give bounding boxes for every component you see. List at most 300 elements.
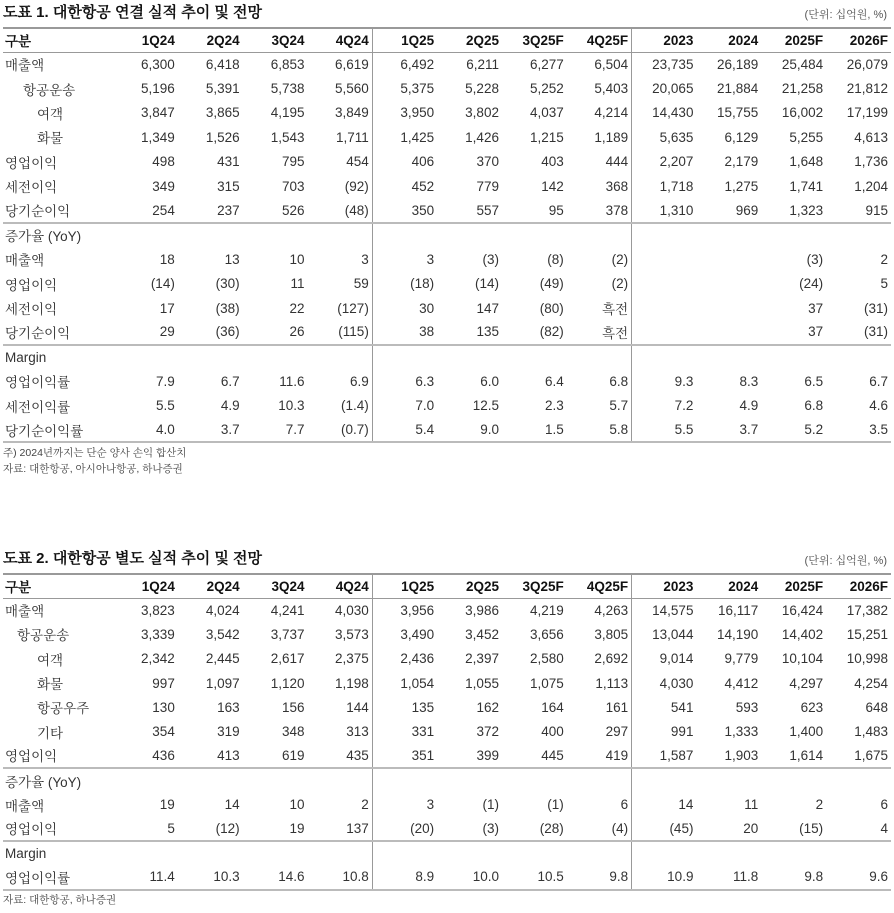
table-cell: (31) [863, 324, 888, 340]
table1-block [3, 1, 891, 477]
table-cell: 11.6 [279, 373, 305, 389]
table-cell: 623 [800, 699, 824, 715]
table-cell: (3) [482, 820, 499, 836]
table2-unit: (단위: 십억원, %) [804, 555, 887, 567]
empty-cell [567, 841, 632, 865]
table-cell: 4,254 [854, 675, 888, 691]
table-cell: 21,258 [781, 81, 824, 97]
table-cell: 1,275 [724, 178, 759, 194]
row-label: 매출액 [5, 58, 45, 74]
row-label: 당기순이익률 [3, 418, 113, 442]
table-cell: 399 [476, 747, 499, 763]
table-cell: 16,117 [717, 602, 759, 618]
table-cell: (1) [482, 797, 499, 813]
table1-title [3, 1, 891, 25]
table-cell: 6,853 [270, 56, 305, 72]
empty-cell [437, 841, 502, 865]
empty-cell [113, 223, 178, 247]
table-cell: 1,189 [567, 125, 632, 149]
table-cell: (14) [150, 276, 175, 292]
table-cell: 4.9 [739, 398, 759, 414]
table-cell: 20 [743, 820, 759, 836]
table-cell: 16,424 [781, 602, 824, 618]
header-row [3, 574, 891, 598]
table-cell: 4,412 [724, 675, 759, 691]
empty-cell [372, 768, 437, 792]
table-cell: 3 [426, 251, 435, 267]
table-cell [632, 272, 697, 296]
empty-cell [243, 345, 308, 369]
table-cell: 444 [567, 150, 632, 174]
section-header: Margin [3, 841, 113, 865]
table1-consolidated-earnings [3, 27, 891, 443]
table-cell: 164 [541, 699, 564, 715]
empty-cell [826, 768, 891, 792]
table-cell: 498 [152, 154, 175, 170]
table-row [3, 622, 891, 646]
table-cell: 137 [307, 817, 372, 841]
table-cell: 17,382 [846, 602, 888, 618]
table-cell: 5 [880, 276, 888, 292]
table-cell: 1,648 [789, 154, 824, 170]
table-cell: 795 [281, 154, 305, 170]
table-cell: 4,219 [530, 602, 564, 618]
table-cell: (14) [474, 276, 499, 292]
table-cell: 9,779 [724, 651, 759, 667]
empty-cell [178, 768, 243, 792]
table-cell: 130 [152, 699, 175, 715]
table-cell: (12) [215, 820, 240, 836]
table-cell: 6.5 [804, 373, 824, 389]
table-cell: 3,805 [567, 622, 632, 646]
table-cell: 1,075 [530, 675, 564, 691]
empty-cell [437, 345, 502, 369]
table-cell: 10,998 [846, 651, 888, 667]
table-cell: 5 [167, 820, 175, 836]
row-label: 매출액 [5, 798, 45, 814]
row-label: 영업이익 [5, 749, 58, 765]
table-cell: 6,300 [141, 56, 175, 72]
table-cell: 3 [307, 247, 372, 271]
table-cell: 1,097 [205, 675, 240, 691]
column-header: 2Q25 [437, 28, 502, 52]
table-cell: 452 [411, 178, 435, 194]
table-cell: 6.4 [545, 373, 564, 389]
table-cell: 25,484 [781, 56, 824, 72]
table-cell: (82) [539, 324, 564, 340]
table-cell: 16,002 [781, 105, 824, 121]
table-cell: 3,542 [205, 626, 240, 642]
table-cell: 3.5 [826, 418, 891, 442]
table2-title [3, 547, 891, 571]
column-header: 3Q25F [502, 28, 567, 52]
table-cell: 135 [411, 699, 435, 715]
column-header: 2026F [826, 574, 891, 598]
table-cell: 1,120 [270, 675, 305, 691]
row-label: 영업이익률 [3, 865, 113, 889]
table-cell: 1,543 [270, 129, 305, 145]
table-cell: 21,812 [846, 81, 888, 97]
table-cell: 9.6 [826, 865, 891, 889]
table-cell: 3,849 [307, 101, 372, 125]
row-label: 세전이익 [5, 180, 58, 196]
table-row [3, 150, 891, 174]
table-cell: 10 [289, 251, 305, 267]
table-cell: 6.3 [415, 373, 435, 389]
table-cell: 6.8 [804, 398, 824, 414]
table-cell: 4,195 [270, 105, 305, 121]
row-label: 당기순이익 [5, 204, 71, 220]
empty-cell [696, 345, 761, 369]
column-header: 3Q25F [502, 574, 567, 598]
table-cell: 13,044 [652, 626, 694, 642]
table-cell: 5,635 [659, 129, 694, 145]
empty-cell [113, 345, 178, 369]
table-cell: 9.0 [437, 418, 502, 442]
row-label: 여객 [37, 106, 64, 122]
table-cell: 7.7 [243, 418, 308, 442]
table2-block [3, 547, 891, 908]
empty-cell [826, 223, 891, 247]
table-cell: 14.6 [243, 865, 308, 889]
empty-cell [502, 768, 567, 792]
table-cell: (31) [863, 300, 888, 316]
table-cell: (20) [410, 820, 435, 836]
table-cell: 14,402 [781, 626, 824, 642]
table-cell: 331 [411, 724, 435, 740]
table1-unit: (단위: 십억원, %) [804, 9, 887, 21]
table-cell: 5.4 [372, 418, 437, 442]
table-cell: 3 [426, 797, 435, 813]
table-cell: 95 [548, 202, 564, 218]
table-cell: 703 [281, 178, 305, 194]
column-header: 2024 [696, 28, 761, 52]
table-cell: 4,241 [270, 602, 305, 618]
table-cell: 9.8 [567, 865, 632, 889]
table-cell: 135 [476, 324, 499, 340]
table-cell: 30 [419, 300, 435, 316]
section-header-row [3, 345, 891, 369]
table-cell: (0.7) [307, 418, 372, 442]
table-cell: 3.7 [696, 418, 761, 442]
table-cell: 5.7 [567, 393, 632, 417]
table-cell: 4.9 [220, 398, 240, 414]
table-cell: 1,718 [659, 178, 694, 194]
table-cell: 1,526 [205, 129, 240, 145]
column-header: 2026F [826, 28, 891, 52]
empty-cell [437, 223, 502, 247]
table-cell: 14,430 [652, 105, 694, 121]
table1-title-text: 도표 1. 대한항공 연결 실적 추이 및 전망 [3, 4, 263, 21]
table-cell [632, 296, 697, 320]
row-label: 항공운송 [23, 82, 76, 98]
table-cell: 11 [290, 276, 305, 292]
table-cell: 3.7 [178, 418, 243, 442]
empty-cell [307, 345, 372, 369]
row-label: 여객 [37, 652, 64, 668]
table-row [3, 174, 891, 198]
table-row [3, 418, 891, 442]
table-cell: 59 [307, 272, 372, 296]
table-cell: 10 [289, 797, 305, 813]
table-cell: 6 [880, 797, 888, 813]
row-label: 항공우주 [37, 701, 90, 717]
table-cell: 372 [476, 724, 499, 740]
table-cell: 5.5 [156, 398, 175, 414]
table-cell: 19 [289, 820, 305, 836]
table-cell: 147 [476, 300, 499, 316]
table-cell: 4,024 [205, 602, 240, 618]
table-cell [696, 247, 761, 271]
table-cell: 6,619 [307, 52, 372, 76]
table-cell: 5,255 [789, 129, 824, 145]
table-cell: 3,956 [400, 602, 435, 618]
table-cell: 10.0 [437, 865, 502, 889]
column-header: 4Q25F [567, 28, 632, 52]
table-cell: (1.4) [307, 393, 372, 417]
table-cell: 9.8 [761, 865, 826, 889]
empty-cell [761, 841, 826, 865]
table-cell: 5.5 [632, 418, 697, 442]
table2-notes [3, 892, 891, 908]
table-cell: 997 [152, 675, 175, 691]
table-cell: 1,215 [530, 129, 564, 145]
table-cell: 1,204 [854, 178, 888, 194]
table-cell: 6.7 [220, 373, 240, 389]
table-cell: 11 [744, 797, 759, 813]
table-cell: 22 [289, 300, 305, 316]
table-cell: 779 [476, 178, 499, 194]
table-row [3, 695, 891, 719]
table-cell: 6.0 [480, 373, 499, 389]
table-cell: 315 [217, 178, 240, 194]
table-cell: 29 [159, 324, 175, 340]
header-row [3, 28, 891, 52]
table-cell: 1,741 [789, 178, 824, 194]
column-header: 1Q24 [113, 28, 178, 52]
section-header-row [3, 841, 891, 865]
table-cell: 2,445 [205, 651, 240, 667]
table-cell: 2,179 [724, 154, 759, 170]
table-cell: 3,490 [400, 626, 435, 642]
table-cell: 5,560 [307, 76, 372, 100]
table-cell: 2,207 [659, 154, 694, 170]
table-cell: 5,196 [141, 81, 175, 97]
table-cell: 541 [670, 699, 694, 715]
table-cell: 4,030 [307, 598, 372, 622]
table-cell: 5.8 [567, 418, 632, 442]
table-cell: (127) [307, 296, 372, 320]
table-cell: 1,400 [789, 724, 824, 740]
section-header-row [3, 223, 891, 247]
column-header: 2Q25 [437, 574, 502, 598]
table-cell: (24) [799, 276, 824, 292]
table-cell: 313 [307, 719, 372, 743]
footnote: 자료: 대한항공, 하나증권 [3, 893, 117, 906]
table-cell: 14 [678, 797, 694, 813]
table-cell: 237 [217, 202, 240, 218]
table-cell: 5,228 [465, 81, 499, 97]
table-cell: (1) [547, 797, 564, 813]
table-cell: 593 [735, 699, 759, 715]
table-cell: 3,339 [141, 626, 175, 642]
table-cell: 2,580 [530, 651, 564, 667]
table-cell: 161 [567, 695, 632, 719]
table-cell: 10.9 [632, 865, 697, 889]
table-cell: 2 [815, 797, 824, 813]
table-cell: (3) [806, 251, 824, 267]
table-cell: (45) [669, 820, 694, 836]
table-cell: (15) [799, 820, 824, 836]
table-cell: 350 [411, 202, 435, 218]
column-header: 2Q24 [178, 28, 243, 52]
table-cell: 3,656 [530, 626, 564, 642]
table-row [3, 393, 891, 417]
column-header: 1Q25 [372, 574, 437, 598]
table-cell: 3,802 [465, 105, 499, 121]
row-label: 영업이익 [5, 822, 58, 838]
table-cell: (2) [567, 272, 632, 296]
table-cell: (28) [539, 820, 564, 836]
table-cell: 254 [152, 202, 175, 218]
table-cell: 37 [808, 324, 824, 340]
table-cell: 10.3 [278, 398, 305, 414]
empty-cell [307, 841, 372, 865]
section-header-row [3, 768, 891, 792]
table1-notes [3, 445, 891, 477]
table-row [3, 719, 891, 743]
table-cell: (3) [482, 251, 499, 267]
table-cell: 413 [217, 747, 240, 763]
table-cell: 4,297 [789, 675, 824, 691]
table-cell: (38) [215, 300, 240, 316]
empty-cell [761, 768, 826, 792]
table-cell: 6,492 [400, 56, 435, 72]
table-cell: (36) [215, 324, 240, 340]
column-header: 4Q24 [307, 574, 372, 598]
table-cell: 1,736 [854, 154, 888, 170]
empty-cell [243, 223, 308, 247]
table-cell: 1,426 [465, 129, 499, 145]
table-cell: 370 [476, 154, 499, 170]
table-row [3, 247, 891, 271]
row-label: 당기순이익 [5, 325, 71, 341]
table-cell: 526 [281, 202, 305, 218]
table-cell: 1,614 [789, 747, 824, 763]
empty-cell [632, 345, 697, 369]
table-cell: 37 [808, 300, 824, 316]
empty-cell [567, 345, 632, 369]
table-cell: 2,436 [400, 651, 435, 667]
table-cell: 13 [224, 251, 240, 267]
column-header: 1Q25 [372, 28, 437, 52]
table-cell: 2 [307, 792, 372, 816]
table-row [3, 817, 891, 841]
table-cell: 354 [152, 724, 175, 740]
table-cell: 1,333 [724, 724, 759, 740]
row-label: 화물 [37, 131, 64, 147]
empty-cell [502, 841, 567, 865]
table-cell: 162 [476, 699, 499, 715]
table-cell: 6.9 [307, 369, 372, 393]
table-cell: 406 [411, 154, 435, 170]
table-cell: 4,613 [854, 129, 888, 145]
table-cell: 6,211 [466, 56, 499, 72]
column-header-label: 구분 [3, 574, 113, 598]
table-cell: 4.6 [869, 398, 888, 414]
table-cell: 3,950 [400, 105, 435, 121]
column-header: 2023 [632, 28, 697, 52]
row-label: 세전이익 [5, 302, 58, 318]
column-header: 3Q24 [243, 574, 308, 598]
table-cell: 3,823 [141, 602, 175, 618]
table-cell: 6,277 [530, 56, 564, 72]
table-cell: 18 [159, 251, 175, 267]
table-cell: 3,573 [307, 622, 372, 646]
table-cell: 8.9 [372, 865, 437, 889]
table-cell: 17 [159, 300, 175, 316]
table-cell: 648 [865, 699, 888, 715]
table-cell: 21,884 [716, 81, 759, 97]
table-cell: (115) [307, 320, 372, 344]
table-cell: 26,189 [716, 56, 759, 72]
table-cell: 흑전 [567, 296, 632, 320]
table-cell: 915 [865, 202, 888, 218]
empty-cell [696, 223, 761, 247]
column-header: 3Q24 [243, 28, 308, 52]
table-cell: 969 [735, 202, 759, 218]
empty-cell [696, 768, 761, 792]
table-cell: 2,692 [567, 647, 632, 671]
row-label: 항공운송 [17, 628, 70, 644]
empty-cell [178, 345, 243, 369]
table-cell: 5,738 [270, 81, 305, 97]
column-header: 2024 [696, 574, 761, 598]
table-cell: 23,735 [652, 56, 694, 72]
table-cell: (4) [567, 817, 632, 841]
table-cell: 19 [159, 797, 175, 813]
table-row [3, 76, 891, 100]
table-row [3, 671, 891, 695]
table-cell: 6,129 [724, 129, 759, 145]
table2-standalone-earnings [3, 573, 891, 891]
table-row [3, 52, 891, 76]
table-cell: 5.2 [761, 418, 826, 442]
table-row [3, 272, 891, 296]
column-header-label: 구분 [3, 28, 113, 52]
table-cell: 4,030 [659, 675, 694, 691]
table-cell: 12.5 [472, 398, 499, 414]
table-cell: 11.8 [696, 865, 761, 889]
table-cell: 368 [567, 174, 632, 198]
table-cell: 348 [281, 724, 305, 740]
table-cell [632, 247, 697, 271]
table-cell: 400 [541, 724, 564, 740]
column-header: 2025F [761, 28, 826, 52]
table-cell: 14 [224, 797, 240, 813]
table-cell: 557 [476, 202, 499, 218]
row-label: 영업이익 [5, 155, 58, 171]
table-cell: 3,737 [270, 626, 305, 642]
row-label: 세전이익률 [5, 399, 71, 415]
empty-cell [437, 768, 502, 792]
empty-cell [372, 841, 437, 865]
table-cell: 11.4 [113, 865, 178, 889]
table-cell: 1,198 [307, 671, 372, 695]
table-cell [696, 272, 761, 296]
empty-cell [243, 841, 308, 865]
table-cell: 1,113 [567, 671, 632, 695]
